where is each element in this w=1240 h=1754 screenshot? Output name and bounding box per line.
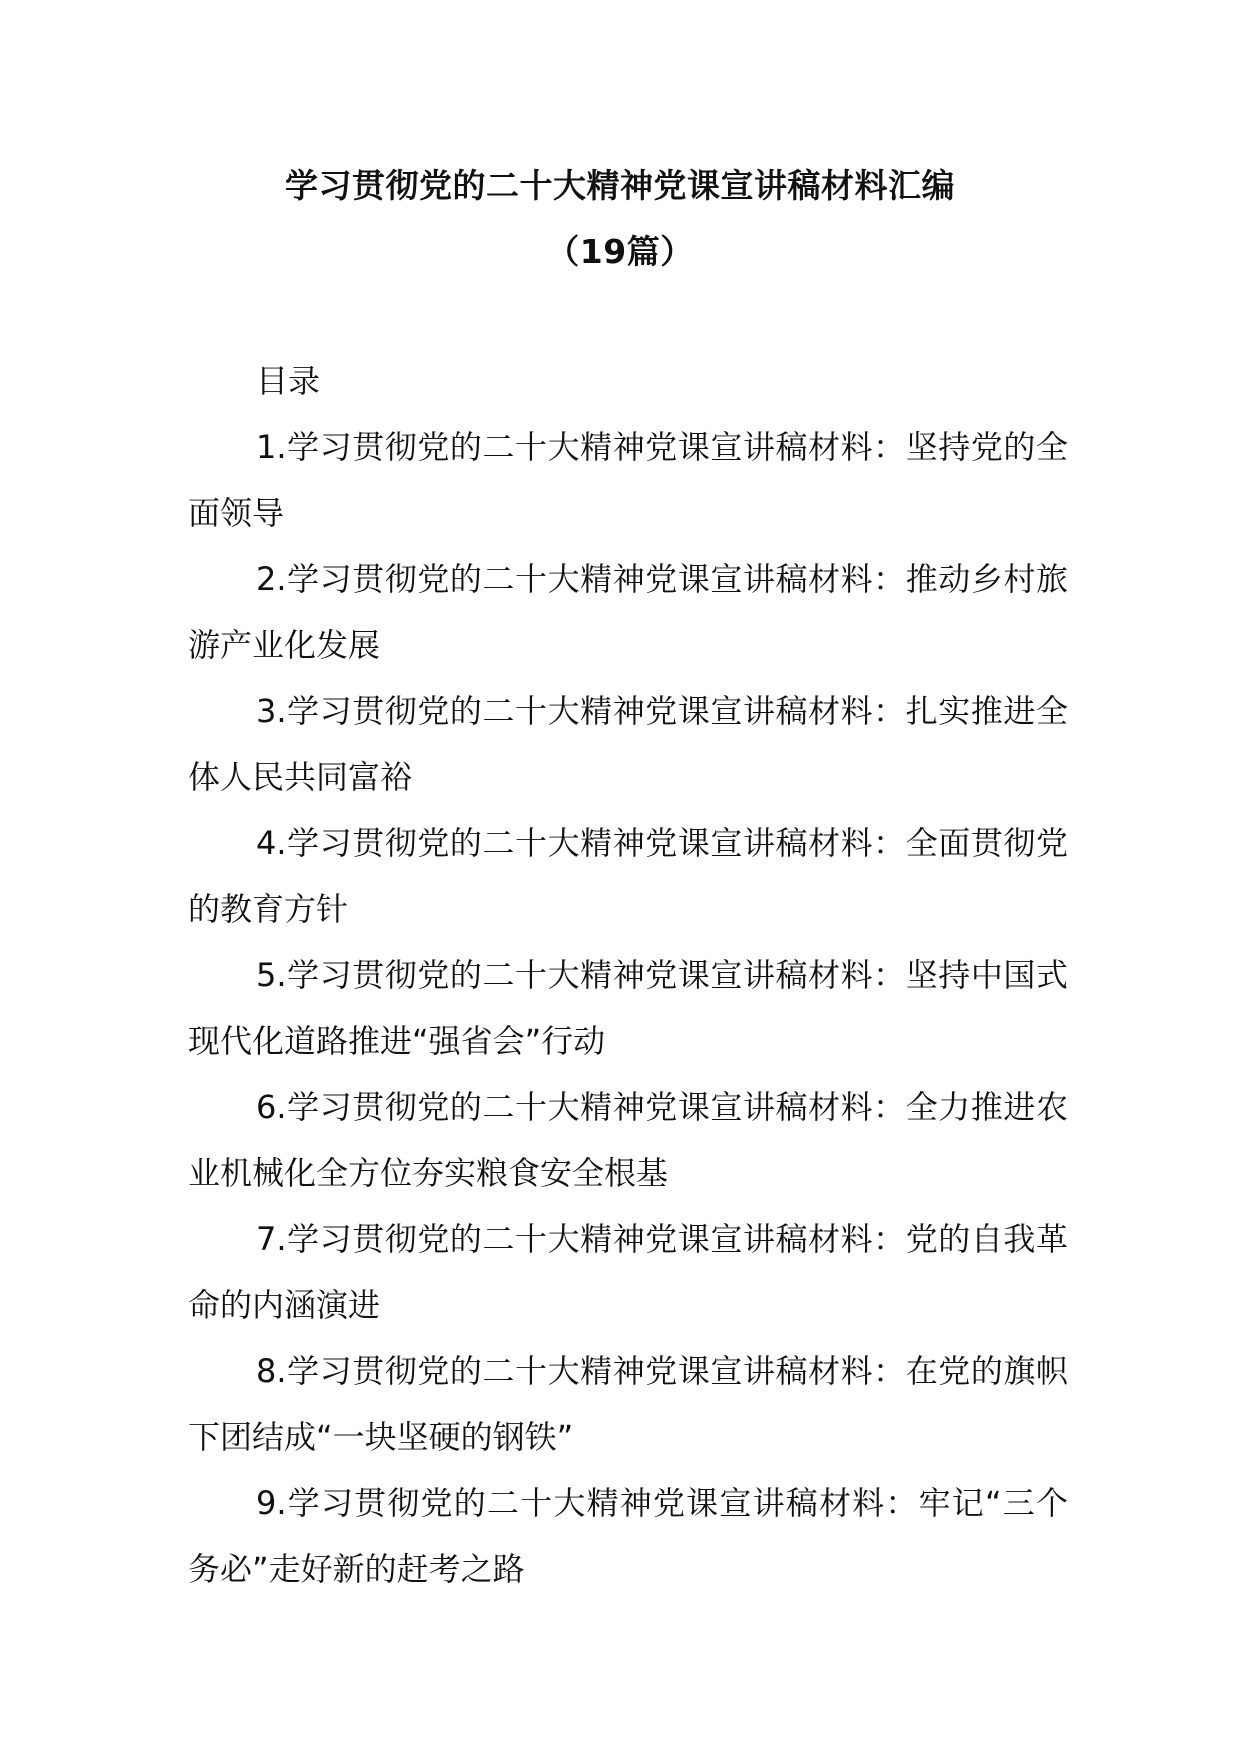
toc-item-7: 7.学习贯彻党的二十大精神党课宣讲稿材料：党的自我革命的内涵演进 [188, 1220, 1068, 1324]
table-of-contents [188, 348, 1068, 1602]
toc-item-3: 3.学习贯彻党的二十大精神党课宣讲稿材料：扎实推进全体人民共同富裕 [188, 692, 1068, 796]
toc-item-9: 9.学习贯彻党的二十大精神党课宣讲稿材料：牢记“三个务必”走好新的赶考之路 [188, 1484, 1068, 1588]
toc-item-2: 2.学习贯彻党的二十大精神党课宣讲稿材料：推动乡村旅游产业化发展 [188, 560, 1068, 664]
toc-item-5: 5.学习贯彻党的二十大精神党课宣讲稿材料：坚持中国式现代化道路推进“强省会”行动 [188, 956, 1068, 1060]
document-subtitle: （19篇） [546, 232, 694, 271]
toc-item-4: 4.学习贯彻党的二十大精神党课宣讲稿材料：全面贯彻党的教育方针 [188, 824, 1068, 928]
document-title: 学习贯彻党的二十大精神党课宣讲稿材料汇编 [285, 166, 955, 205]
toc-item-6: 6.学习贯彻党的二十大精神党课宣讲稿材料：全力推进农业机械化全方位夯实粮食安全根基 [188, 1088, 1068, 1192]
toc-item-8: 8.学习贯彻党的二十大精神党课宣讲稿材料：在党的旗帜下团结成“一块坚硬的钢铁” [188, 1352, 1068, 1456]
toc-item-1: 1.学习贯彻党的二十大精神党课宣讲稿材料：坚持党的全面领导 [188, 428, 1068, 532]
toc-heading: 目录 [256, 362, 321, 400]
